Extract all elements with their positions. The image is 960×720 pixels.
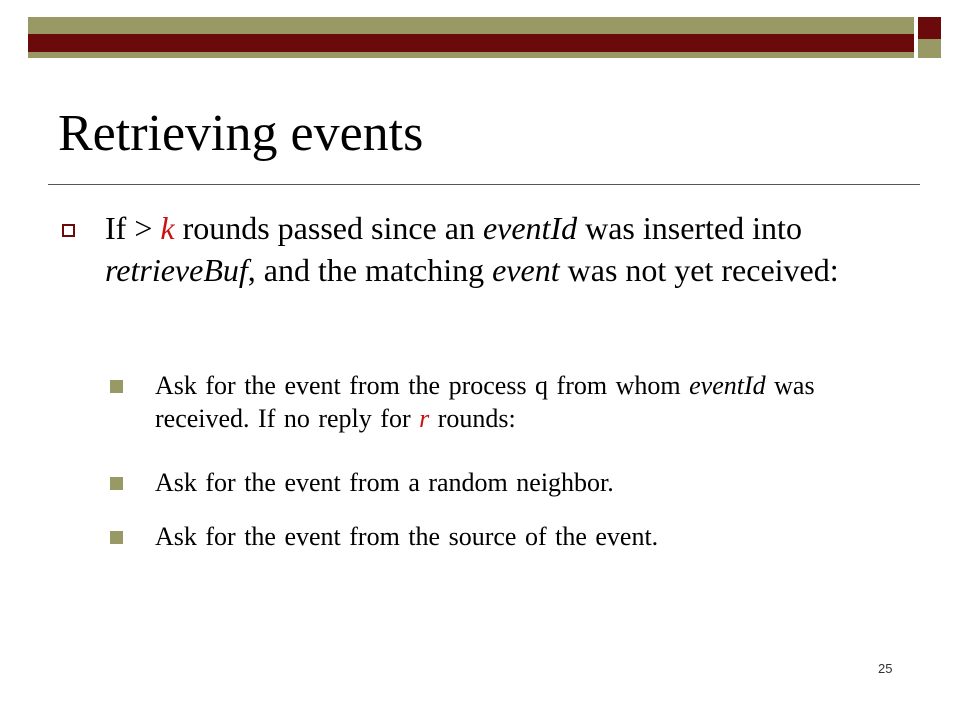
header-band-red [28,34,914,52]
sub-bullet-2 [110,466,870,499]
text-segment: was not yet received: [559,252,839,288]
filled-square-bullet-icon [110,477,123,490]
text-segment: rounds passed since an [174,210,483,246]
main-bullet-text [105,207,852,291]
main-bullet [62,207,852,291]
header-band-olive-top [28,17,914,34]
variable-k: k [160,210,175,246]
page-number: 25 [878,661,893,676]
text-segment: , and the matching [247,252,493,288]
header-corner-red [918,17,941,39]
title-divider [48,184,920,185]
sub-bullet-text: Ask for the event from the source of the event. [155,522,659,551]
slide-title: Retrieving events [58,105,424,162]
filled-square-bullet-icon [110,531,123,544]
text-segment: was inserted into [577,210,802,246]
variable-event: event [492,252,560,288]
variable-eventid: eventId [689,371,766,400]
hollow-square-bullet-icon [62,224,75,237]
sub-bullet-text [155,369,870,435]
text-segment: rounds: [429,404,516,433]
variable-eventid: eventId [482,210,578,246]
text-segment: was received. If no reply for [155,371,815,433]
text-segment: If > [105,210,161,246]
sub-bullet-3 [110,520,870,553]
variable-retrievebuf: retrieveBuf [105,252,248,288]
sub-bullet-text: Ask for the event from a random neighbor. [155,468,614,497]
sub-bullet-1 [110,369,870,435]
header-band-olive-bottom [28,52,914,58]
variable-r: r [419,404,430,433]
header-corner-olive [918,39,941,58]
filled-square-bullet-icon [110,380,123,393]
text-segment: Ask for the event from the process q from whom [155,371,690,400]
